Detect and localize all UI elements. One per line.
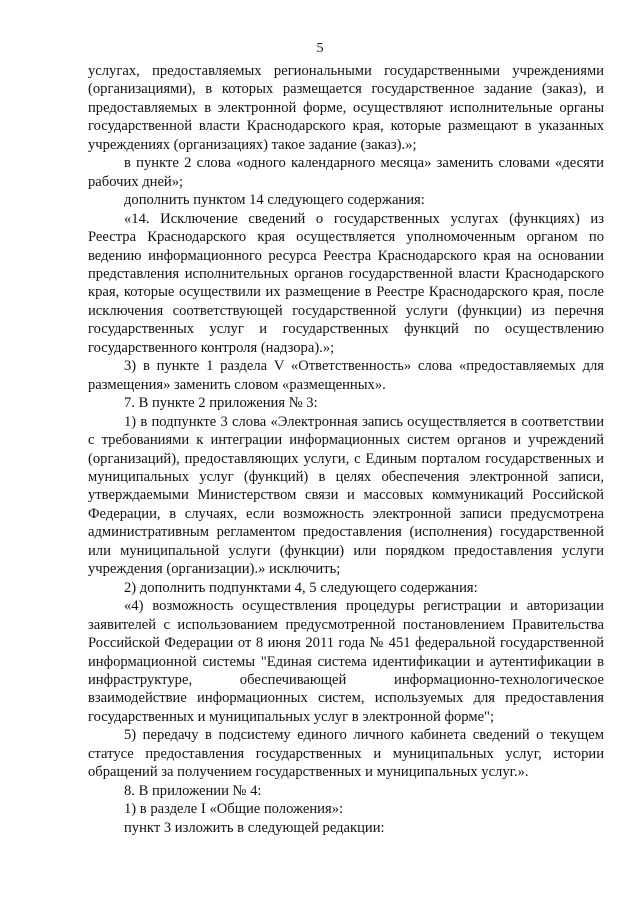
paragraph: пункт 3 изложить в следующей редакции: [124,819,385,836]
paragraph: 2) дополнить подпунктами 4, 5 следующего содержания: [124,579,478,596]
page-number: 5 [316,41,324,56]
paragraph: «14. Исключение сведений о государственных услугах (функциях) из Реестра Краснодарского края осуществляется уполномоченным органом по ведению информационного ресурса Реестра Краснодарского края на основании представления исполнительных органов государственной власти Краснодарского края, которые осуществили их размещение в Реестре Краснодарского края, после исключения соответствующей государственной услуги (функции) из перечня государственных услуг и государственных функций по осуществлению государственного контроля (надзора).»; [88,210,604,356]
paragraph: услугах, предоставляемых региональными государственными учреждениями (организациями), в которых размещается государственное задание (заказ), и предоставляемых в электронной форме, осуществляют исполнительные органы государственной власти Краснодарского края, которые размещают в указанных учреждениях (организациях) такое задание (заказ).»; [88,63,604,153]
paragraph: в пункте 2 слова «одного календарного месяца» заменить словами «десяти рабочих дней»; [88,155,604,190]
paragraph: 5) передачу в подсистему единого личного кабинета сведений о текущем статусе предоставления государственных и муниципальных услуг, истории обращений за получением государственных и муниципальных услуг.». [88,727,604,781]
paragraph: 3) в пункте 1 раздела V «Ответственность» слова «предоставляемых для размещения» заменить словом «размещенных». [88,358,604,393]
paragraph: дополнить пунктом 14 следующего содержания: [124,192,425,209]
document-body [88,62,604,837]
paragraph: «4) возможность осуществления процедуры регистрации и авторизации заявителей с использованием предусмотренной постановлением Правительства Российской Федерации от 8 июня 2011 года № 451 федеральной государственной информационной системы "Единая система идентификации и аутентификации в инфраструктуре, обеспечивающей информационно-технологическое взаимодействие информационных систем, используемых для предоставления государственных и муниципальных услуг в электронной форме"; [88,598,604,725]
paragraph: 1) в разделе I «Общие положения»: [124,801,344,818]
paragraph: 1) в подпункте 3 слова «Электронная запись осуществляется в соответствии с требованиями к интеграции информационных систем органов и учреждений (организаций), предоставляющих услуги, с Единым порталом государственных и муниципальных услуг (функций) в целях обеспечения электронной записи, утверждаемыми Министерством связи и массовых коммуникаций Российской Федерации, в случаях, если возможность электронной записи предусмотрена административным регламентом предоставления (исполнения) государственной или муниципальной услуги (функции) или порядком предоставления услуги учреждения (организации).» исключить; [88,413,604,578]
paragraph: 8. В приложении № 4: [124,782,262,799]
paragraph: 7. В пункте 2 приложения № 3: [124,395,318,412]
